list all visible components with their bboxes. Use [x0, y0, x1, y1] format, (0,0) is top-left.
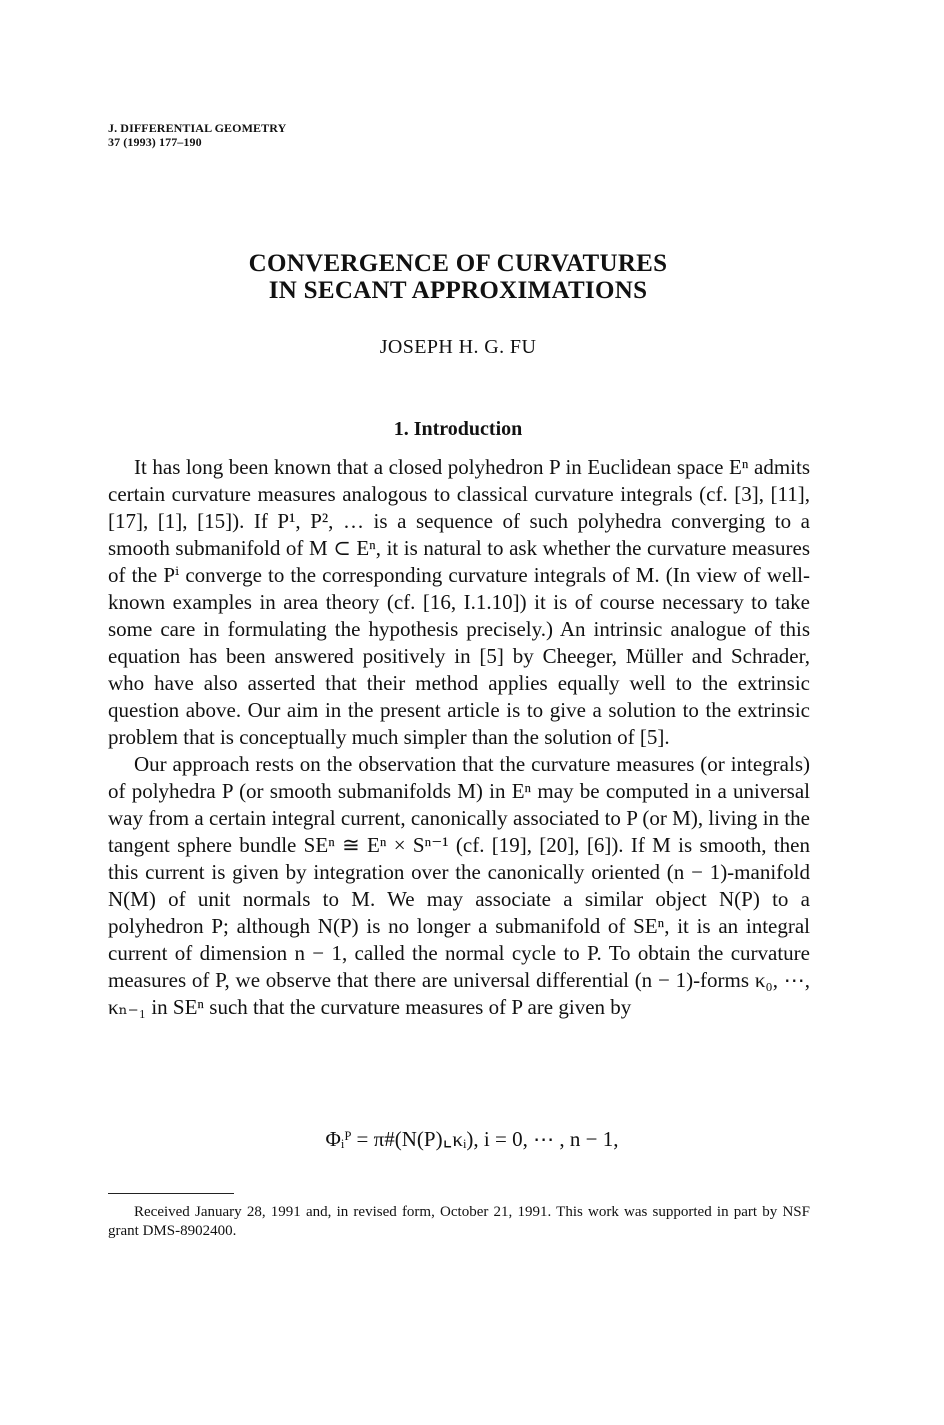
footnote-divider [108, 1193, 234, 1194]
body-text [108, 454, 810, 1021]
paragraph-1: It has long been known that a closed polyhedron P in Euclidean space Eⁿ admits certain curvature measures analogous to classical curvature integrals (cf. [3], [11], [17], [1], [15]). If P¹, P², … is a sequence of such polyhedra converging to a smooth submanifold of M ⊂ Eⁿ, it is natural to ask whether the curvature measures of the Pⁱ converge to the corresponding curvature integrals of M. (In view of well-known examples in area theory (cf. [16, I.1.10]) it is of course necessary to take some care in formulating the hypothesis precisely.) An intrinsic analogue of this equation has been answered positively in [5] by Cheeger, Müller and Schrader, who have also asserted that their method applies equally well to the extrinsic question above. Our aim in the present article is to give a solution to the extrinsic problem that is conceptually much simpler than the solution of [5]. [108, 455, 810, 749]
author-name: JOSEPH H. G. FU [379, 336, 537, 358]
journal-name: J. DIFFERENTIAL GEOMETRY [108, 121, 287, 135]
paper-title [0, 250, 916, 304]
journal-header [108, 121, 286, 149]
title-line-1: CONVERGENCE OF CURVATURES [248, 250, 668, 277]
footnote: Received January 28, 1991 and, in revised form, October 21, 1991. This work was supported in part by NSF grant DMS-8902400. [108, 1204, 810, 1239]
section-heading: 1. Introduction [393, 418, 523, 440]
paragraph-2: Our approach rests on the observation that the curvature measures (or integrals) of polyhedra P (or smooth submanifolds M) in Eⁿ may be computed in a universal way from a certain integral current, canonically associated to P (or M), living in the tangent sphere bundle SEⁿ ≅ Eⁿ × Sⁿ⁻¹ (cf. [19], [20], [6]). If M is smooth, then this current is given by integration over the canonically oriented (n − 1)-manifold N(M) of unit normals to M. We may associate a similar object N(P) to a polyhedron P; although N(P) is no longer a submanifold of SEⁿ, it is an integral current of dimension n − 1, called the normal cycle to P. To obtain the curvature measures of P, we observe that there are universal differential (n − 1)-forms κ₀, ⋯, κₙ₋₁ in SEⁿ such that the curvature measures of P are given by [108, 752, 810, 1019]
journal-volume-pages: 37 (1993) 177–190 [108, 135, 202, 149]
title-line-2: IN SECANT APPROXIMATIONS [268, 277, 648, 304]
curvature-measure-equation: Φᵢᴾ = π#(N(P)⌞κᵢ), i = 0, ⋯ , n − 1, [325, 1127, 619, 1151]
